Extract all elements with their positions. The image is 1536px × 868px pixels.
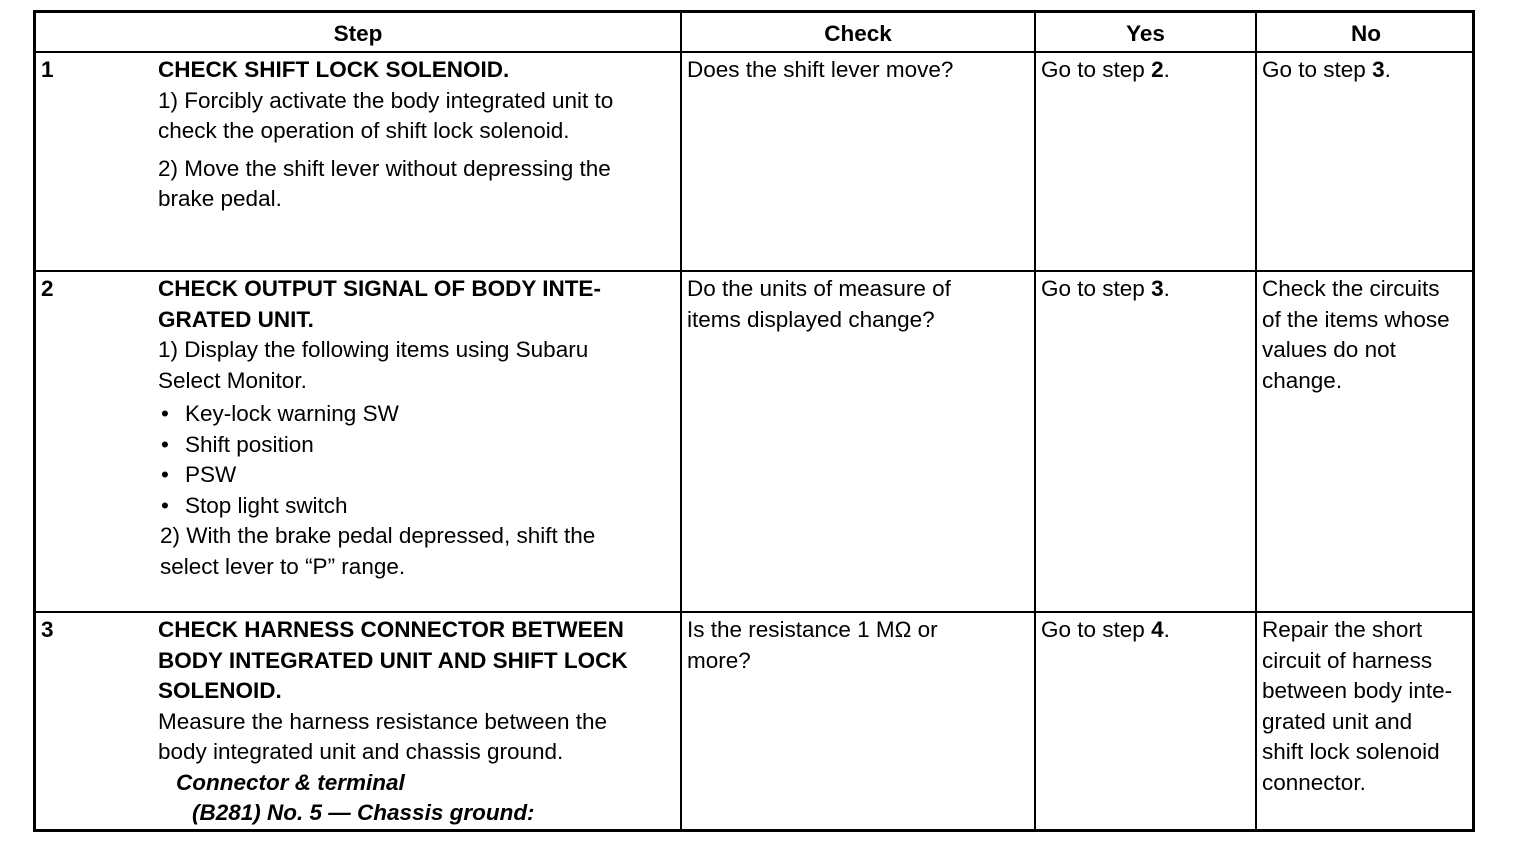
row-divider xyxy=(36,51,1472,53)
yes-step-number: 4 xyxy=(1151,617,1164,642)
no-line: values do not xyxy=(1262,337,1396,362)
header-yes: Yes xyxy=(1126,21,1165,46)
check-line: Does the shift lever move? xyxy=(687,57,954,82)
list-item: • Key-lock warning SW xyxy=(158,399,601,430)
yes-text xyxy=(1041,274,1170,305)
no-line: connector. xyxy=(1262,769,1366,795)
row-divider xyxy=(36,611,1472,613)
step-text-line: 1) Display the following items using Subaru xyxy=(158,337,589,362)
no-step-number: 3 xyxy=(1372,57,1385,82)
step-text-line: 2) With the brake pedal depressed, shift the xyxy=(160,523,596,548)
no-line: change. xyxy=(1262,367,1343,393)
yes-text xyxy=(1041,615,1170,646)
list-item: • PSW xyxy=(158,460,601,491)
step-description xyxy=(158,615,628,829)
header-step: Step xyxy=(333,21,383,46)
yes-label: Go to step xyxy=(1041,276,1152,301)
no-line: of the items whose xyxy=(1262,306,1450,332)
check-line: items displayed change? xyxy=(687,306,935,332)
step-title: CHECK HARNESS CONNECTOR BETWEEN xyxy=(158,617,624,642)
check-text xyxy=(687,615,938,676)
column-divider xyxy=(1255,13,1257,829)
step-text-line: check the operation of shift lock solenoid. xyxy=(158,118,570,143)
yes-end: . xyxy=(1163,276,1170,301)
header-no: No xyxy=(1351,21,1381,46)
column-divider xyxy=(1034,13,1036,829)
yes-end: . xyxy=(1163,57,1170,82)
connector-value: (B281) No. 5 — Chassis ground: xyxy=(192,800,535,825)
step-text-line: Measure the harness resistance between the xyxy=(158,708,608,734)
yes-label: Go to step xyxy=(1041,57,1152,82)
troubleshooting-table xyxy=(33,10,1475,832)
header-check: Check xyxy=(824,21,892,46)
connector-label: Connector & terminal xyxy=(176,769,405,795)
step-number: 2 xyxy=(41,276,54,301)
column-divider xyxy=(680,13,682,829)
no-line: Repair the short xyxy=(1262,617,1423,642)
step-title: CHECK OUTPUT SIGNAL OF BODY INTE- xyxy=(158,276,601,301)
step-text-line: 2) Move the shift lever without depressing the xyxy=(158,155,611,181)
yes-step-number: 3 xyxy=(1151,276,1164,301)
list-item: • Stop light switch xyxy=(158,491,601,522)
no-line: Check the circuits xyxy=(1262,276,1440,301)
step-title: GRATED UNIT. xyxy=(158,306,314,332)
step-number: 1 xyxy=(41,57,54,82)
yes-end: . xyxy=(1163,617,1170,642)
check-text xyxy=(687,274,951,335)
list-item: • Shift position xyxy=(158,430,601,461)
no-text xyxy=(1262,274,1450,396)
no-line: shift lock solenoid xyxy=(1262,739,1440,764)
step-number: 3 xyxy=(41,617,54,642)
check-text xyxy=(687,55,953,86)
step-description xyxy=(158,55,613,215)
check-line: Is the resistance 1 MΩ or xyxy=(687,617,938,642)
step-text-line: brake pedal. xyxy=(158,186,282,211)
no-line: grated unit and xyxy=(1262,708,1413,734)
yes-text xyxy=(1041,55,1170,86)
no-end: . xyxy=(1384,57,1391,82)
check-line: Do the units of measure of xyxy=(687,276,951,301)
step-title: BODY INTEGRATED UNIT AND SHIFT LOCK xyxy=(158,647,628,673)
step-text-line: 1) Forcibly activate the body integrated unit to xyxy=(158,87,614,113)
step-text-line: select lever to “P” range. xyxy=(160,553,406,579)
item-list xyxy=(158,399,601,521)
step-title: CHECK SHIFT LOCK SOLENOID. xyxy=(158,57,510,82)
step-title: SOLENOID. xyxy=(158,678,282,703)
no-text xyxy=(1262,55,1391,86)
no-text xyxy=(1262,615,1452,798)
check-line: more? xyxy=(687,647,751,673)
no-line: circuit of harness xyxy=(1262,647,1433,673)
step-description xyxy=(158,274,601,582)
row-divider xyxy=(36,270,1472,272)
no-line: between body inte- xyxy=(1262,678,1453,703)
yes-label: Go to step xyxy=(1041,617,1152,642)
step-text-line: Select Monitor. xyxy=(158,367,307,393)
step-text-line: body integrated unit and chassis ground. xyxy=(158,739,564,764)
yes-step-number: 2 xyxy=(1151,57,1164,82)
no-label: Go to step xyxy=(1262,57,1373,82)
